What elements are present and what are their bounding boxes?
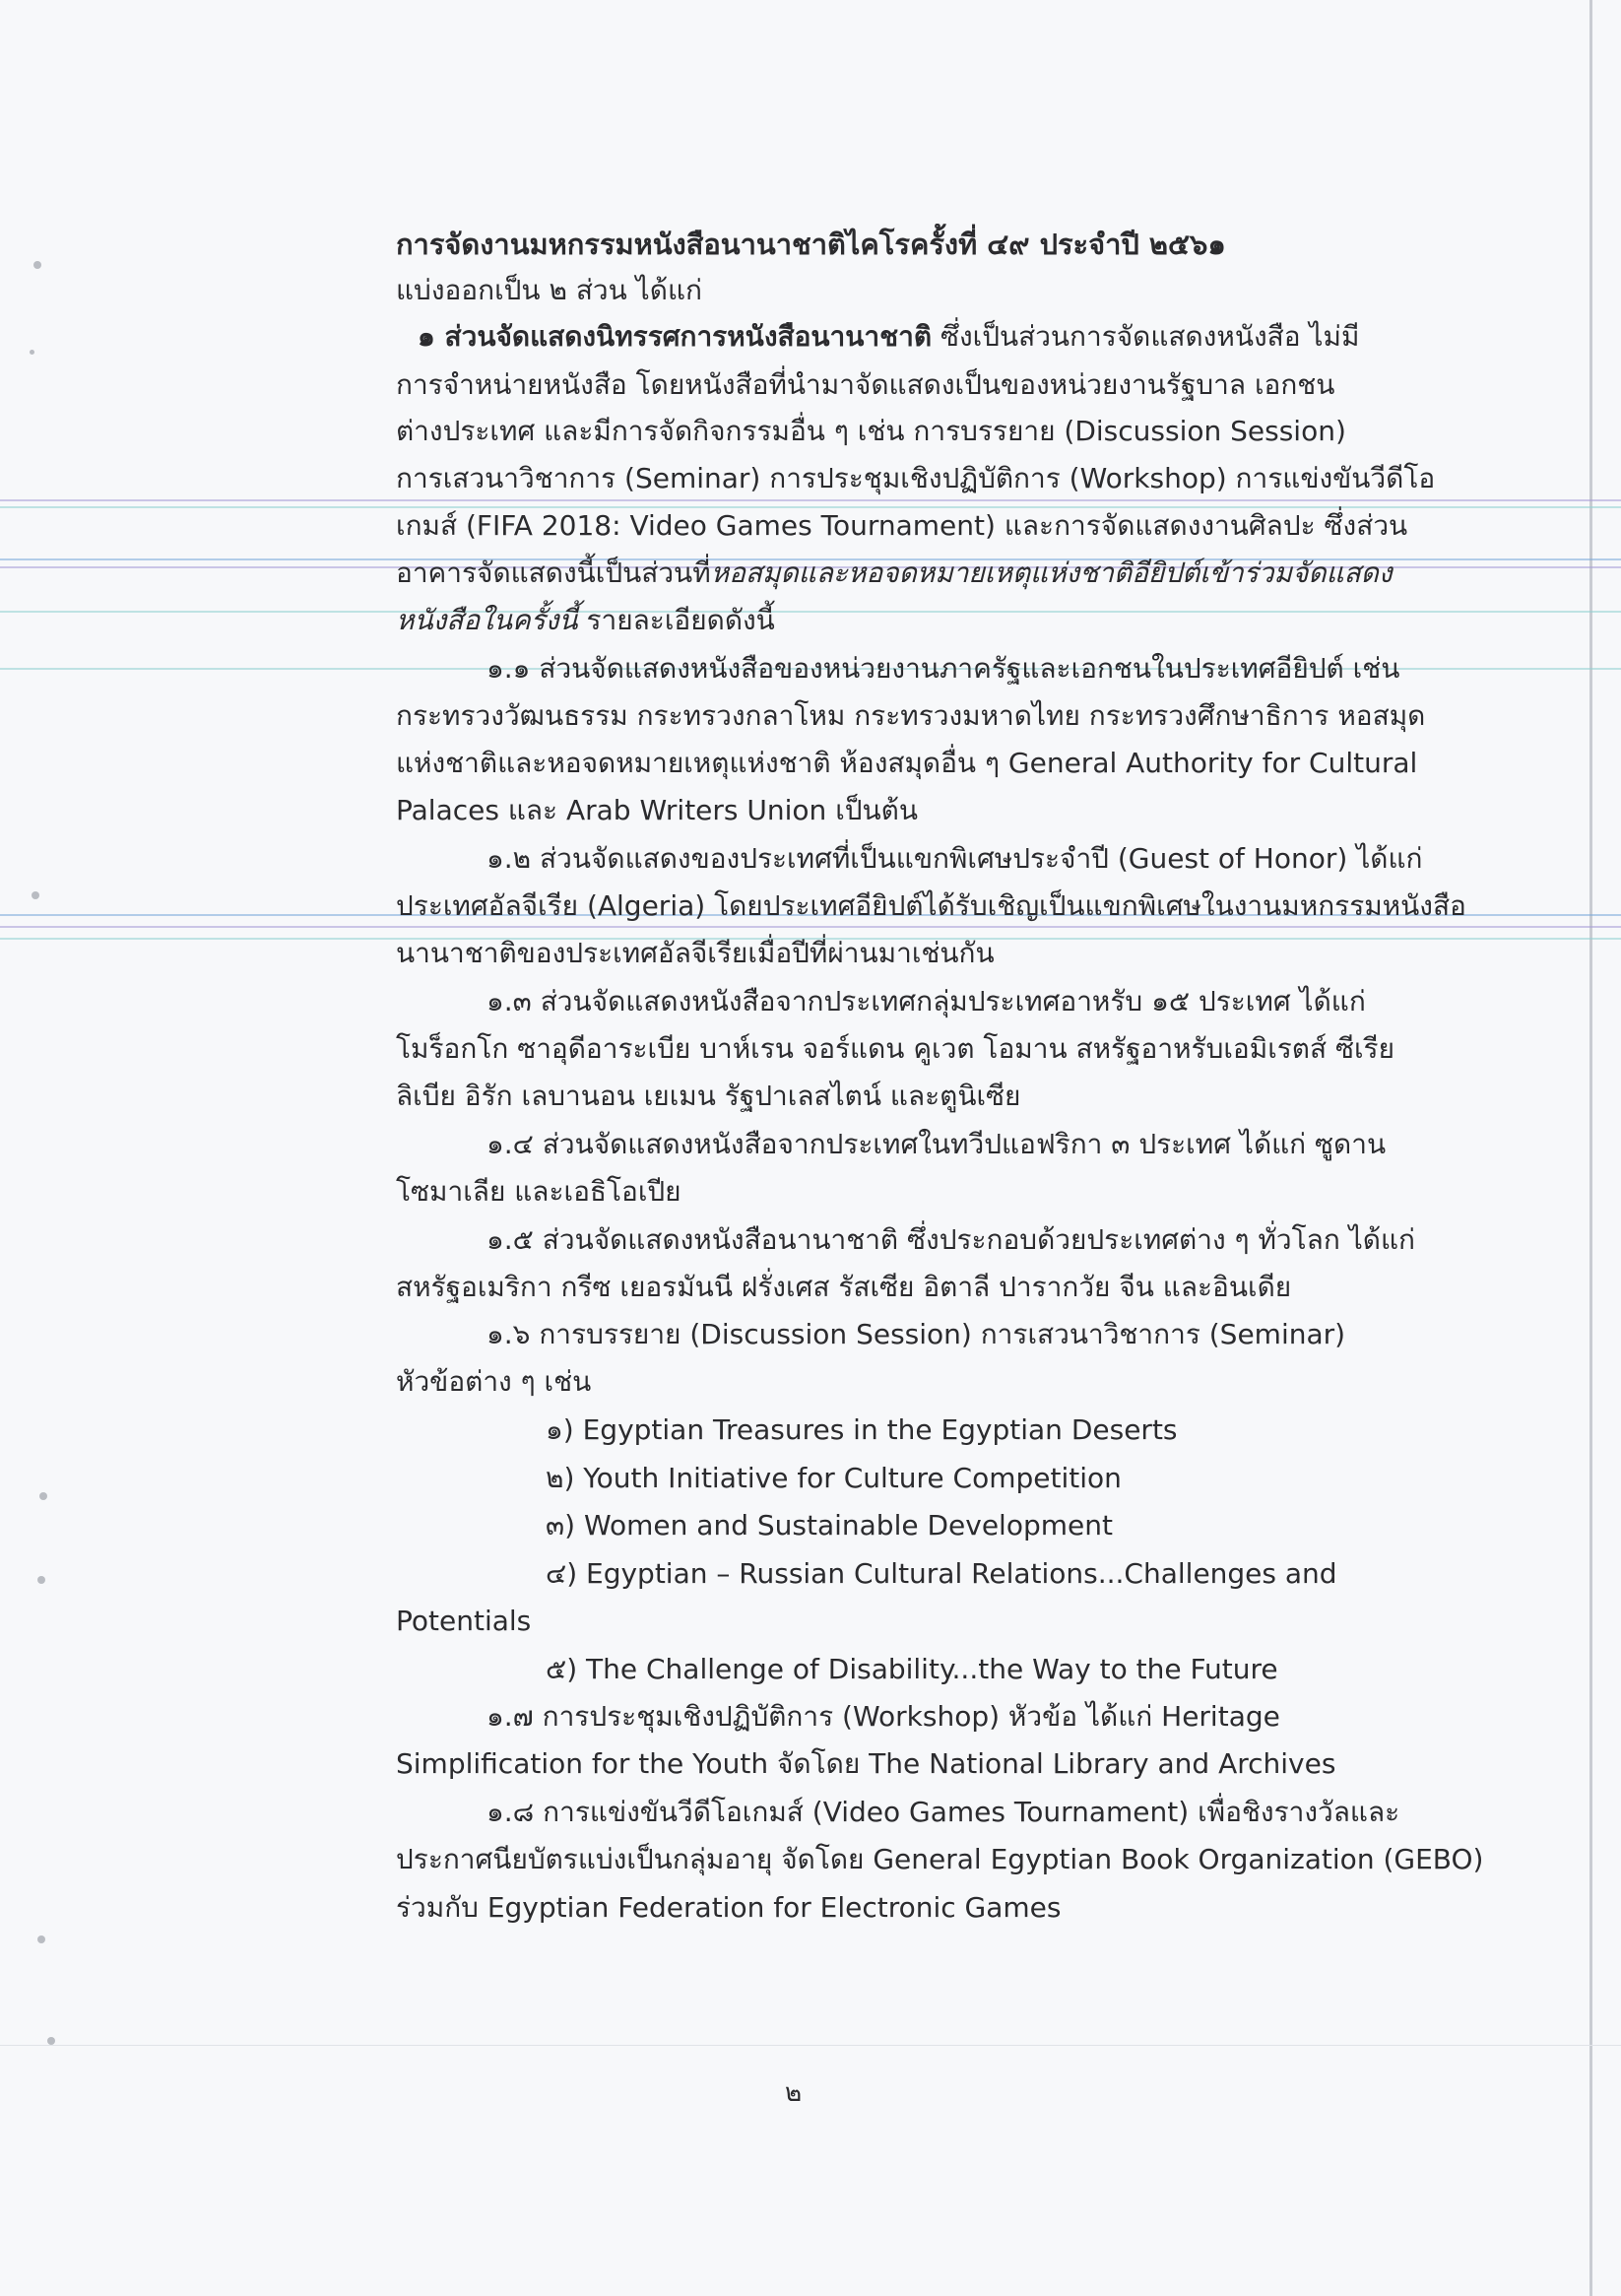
list-item: ๔) Egyptian – Russian Cultural Relations...Challenges and (546, 1557, 1337, 1590)
text-line: เกมส์ (FIFA 2018: Video Games Tournament) และการจัดแสดงงานศิลปะ ซึ่งส่วน (396, 509, 1408, 542)
list-item: ๒) Youth Initiative for Culture Competition (546, 1462, 1122, 1494)
subsection-line: ๑.๖ การบรรยาย (Discussion Session) การเสวนาวิชาการ (Seminar) (486, 1318, 1346, 1350)
scan-line (0, 926, 1621, 928)
list-item: ๕) The Challenge of Disability...the Way to the Future (546, 1653, 1278, 1685)
text-line: ประกาศนียบัตรแบ่งเป็นกลุ่มอายุ จัดโดย General Egyptian Book Organization (GEBO) (396, 1843, 1484, 1875)
subsection-line: ๑.๗ การประชุมเชิงปฏิบัติการ (Workshop) หัวข้อ ได้แก่ Heritage (486, 1700, 1280, 1733)
binding-mark (37, 1576, 45, 1584)
text-span: รายละเอียดดังนี้ (577, 604, 775, 636)
list-item: ๓) Women and Sustainable Development (546, 1509, 1113, 1542)
text-line: โมร็อกโก ซาอุดีอาระเบีย บาห์เรน จอร์แดน คูเวต โอมาน สหรัฐอาหรับเอมิเรตส์ ซีเรีย (396, 1032, 1395, 1065)
text-line: ต่างประเทศ และมีการจัดกิจกรรมอื่น ๆ เช่น การบรรยาย (Discussion Session) (396, 415, 1346, 447)
text-line: การจำหน่ายหนังสือ โดยหนังสือที่นำมาจัดแสดงเป็นของหน่วยงานรัฐบาล เอกชน (396, 368, 1335, 401)
binding-mark (39, 1492, 47, 1500)
binding-mark (30, 350, 34, 355)
subsection-line: ๑.๘ การแข่งขันวีดีโอเกมส์ (Video Games Tournament) เพื่อชิงรางวัลและ (486, 1796, 1400, 1828)
text-line: Simplification for the Youth จัดโดย The National Library and Archives (396, 1747, 1336, 1780)
text-line: ประเทศอัลจีเรีย (Algeria) โดยประเทศอียิปต์ได้รับเชิญเป็นแขกพิเศษในงานมหกรรมหนังสือ (396, 889, 1466, 922)
text-span: ซึ่งเป็นส่วนการจัดแสดงหนังสือ ไม่มี (932, 320, 1360, 353)
document-title: การจัดงานมหกรรมหนังสือนานาชาติไคโรครั้งที่ ๔๙ ประจำปี ๒๕๖๑ (396, 228, 1226, 261)
text-line (396, 554, 1393, 593)
text-line: ร่วมกับ Egyptian Federation for Electronic Games (396, 1891, 1062, 1924)
text-line: สหรัฐอเมริกา กรีซ เยอรมันนี ฝรั่งเศส รัสเซีย อิตาลี ปารากวัย จีน และอินเดีย (396, 1271, 1292, 1303)
page-number: ๒ (785, 2078, 803, 2108)
text-line: นานาชาติของประเทศอัลจีเรียเมื่อปีที่ผ่านมาเช่นกัน (396, 937, 995, 969)
scan-line (0, 611, 1621, 613)
binding-mark (47, 2037, 55, 2045)
text-line: หัวข้อต่าง ๆ เช่น (396, 1365, 592, 1398)
text-line: โซมาเลีย และเอธิโอเปีย (396, 1175, 681, 1208)
subsection-line: ๑.๓ ส่วนจัดแสดงหนังสือจากประเทศกลุ่มประเทศอาหรับ ๑๕ ประเทศ ได้แก่ (486, 985, 1366, 1017)
footer-rule (0, 2045, 1621, 2046)
page-right-edge (1589, 0, 1592, 2296)
subsection-line: ๑.๕ ส่วนจัดแสดงหนังสือนานาชาติ ซึ่งประกอบด้วยประเทศต่าง ๆ ทั่วโลก ได้แก่ (486, 1223, 1415, 1256)
section-heading-line (418, 317, 1359, 357)
subsection-line: ๑.๑ ส่วนจัดแสดงหนังสือของหน่วยงานภาครัฐและเอกชนในประเทศอียิปต์ เช่น (486, 652, 1400, 685)
list-item: ๑) Egyptian Treasures in the Egyptian Deserts (546, 1413, 1178, 1446)
binding-mark (37, 1935, 45, 1943)
text-line: การเสวนาวิชาการ (Seminar) การประชุมเชิงปฏิบัติการ (Workshop) การแข่งขันวีดีโอ (396, 462, 1436, 494)
text-line: แห่งชาติและหอจดหมายเหตุแห่งชาติ ห้องสมุดอื่น ๆ General Authority for Cultural (396, 747, 1418, 779)
binding-mark (33, 261, 41, 269)
text-line: ลิเบีย อิรัก เลบานอน เยเมน รัฐปาเลสไตน์ และตูนิเซีย (396, 1080, 1021, 1112)
italic-text: หอสมุดและหอจดหมายเหตุแห่งชาติอียิปต์เข้าร่วมจัดแสดง (710, 557, 1393, 589)
section-heading: ๑ ส่วนจัดแสดงนิทรรศการหนังสือนานาชาติ (418, 320, 933, 353)
text-line: Potentials (396, 1605, 532, 1637)
binding-mark (32, 891, 39, 899)
text-line: Palaces และ Arab Writers Union เป็นต้น (396, 794, 919, 826)
text-line: กระทรวงวัฒนธรรม กระทรวงกลาโหม กระทรวงมหาดไทย กระทรวงศึกษาธิการ หอสมุด (396, 699, 1426, 732)
text-line (396, 601, 775, 640)
italic-text: หนังสือในครั้งนี้ (396, 604, 578, 636)
text-span: อาคารจัดแสดงนี้เป็นส่วนที่ (396, 557, 711, 589)
text-line: แบ่งออกเป็น ๒ ส่วน ได้แก่ (396, 274, 702, 306)
subsection-line: ๑.๔ ส่วนจัดแสดงหนังสือจากประเทศในทวีปแอฟริกา ๓ ประเทศ ได้แก่ ซูดาน (486, 1128, 1387, 1160)
subsection-line: ๑.๒ ส่วนจัดแสดงของประเทศที่เป็นแขกพิเศษประจำปี (Guest of Honor) ได้แก่ (486, 842, 1423, 875)
scan-line (0, 499, 1621, 501)
